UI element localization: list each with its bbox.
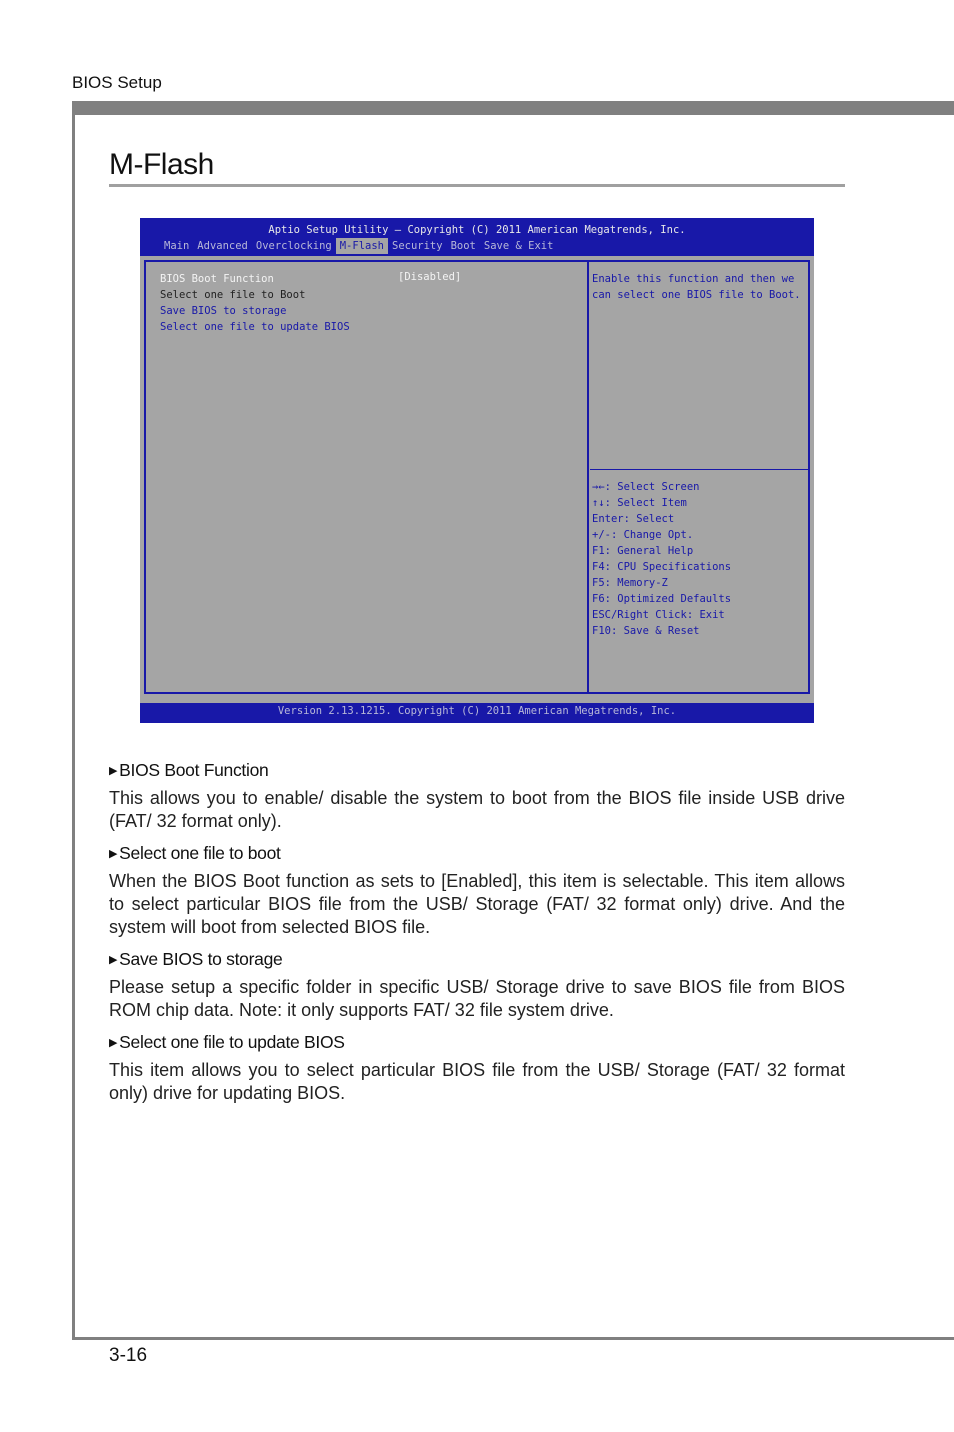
bios-key-f5: F5: Memory-Z [592, 577, 668, 589]
section-heading-text: Save BIOS to storage [119, 949, 283, 969]
bios-tab-save-exit[interactable]: Save & Exit [483, 240, 554, 252]
bios-tab-main[interactable]: Main [164, 240, 190, 252]
page-title: M-Flash [109, 148, 214, 181]
bios-tab-overclocking[interactable]: Overclocking [255, 240, 332, 252]
section-bios-boot-function [109, 760, 845, 833]
section-heading [109, 843, 845, 864]
title-underline [109, 184, 845, 187]
bios-help-text: Enable this function and then we can select one BIOS file to Boot. [592, 273, 801, 301]
bios-key-f4: F4: CPU Specifications [592, 561, 732, 573]
section-heading-text: Select one file to boot [119, 843, 281, 863]
section-body: This allows you to enable/ disable the system to boot from the BIOS file inside USB drive (FAT/ 32 format only). [109, 788, 845, 831]
bios-tab-m-flash[interactable]: M-Flash [336, 238, 388, 254]
bios-item-save-bios[interactable]: Save BIOS to storage [160, 305, 287, 317]
header-bar [72, 101, 954, 115]
section-select-file-to-update [109, 1032, 845, 1105]
bios-tab-boot[interactable]: Boot [450, 240, 476, 252]
bios-screenshot [140, 218, 814, 723]
section-body: When the BIOS Boot function as sets to [Enabled], this item is selectable. This item allows to select particular BIOS file from the USB/ Storage (FAT/ 32 format only) drive. And the system will boot from selected BIOS file. [109, 871, 845, 937]
running-header: BIOS Setup [72, 73, 162, 92]
page-number: 3-16 [109, 1345, 148, 1366]
bios-keys-divider [590, 469, 808, 470]
section-body: This item allows you to select particular BIOS file from the USB/ Storage (FAT/ 32 format only) drive for updating BIOS. [109, 1060, 845, 1103]
section-heading [109, 760, 845, 781]
bios-key-legend [592, 479, 731, 639]
bios-key-change-opt: +/-: Change Opt. [592, 529, 694, 541]
section-heading-text: Select one file to update BIOS [119, 1032, 345, 1052]
triangle-bullet-icon: ▶ [109, 954, 118, 966]
bios-key-f1: F1: General Help [592, 545, 694, 557]
bios-help-divider [587, 260, 589, 694]
bios-key-enter: Enter: Select [592, 513, 675, 525]
section-body: Please setup a specific folder in specific USB/ Storage drive to save BIOS file from BIOS ROM chip data. Note: it only supports FAT/ 32 file system drive. [109, 977, 845, 1020]
left-margin-rule [72, 101, 75, 1340]
bios-item-boot-function[interactable]: BIOS Boot Function [160, 273, 274, 285]
bios-version-text: Version 2.13.1215. Copyright (C) 2011 American Megatrends, Inc. [277, 705, 677, 717]
bios-item-update-bios[interactable]: Select one file to update BIOS [160, 321, 350, 333]
section-select-file-to-boot [109, 843, 845, 939]
bios-tab-bar [160, 238, 557, 254]
bios-item-select-boot-file[interactable]: Select one file to Boot [160, 289, 306, 301]
triangle-bullet-icon: ▶ [109, 765, 118, 777]
triangle-bullet-icon: ▶ [109, 848, 118, 860]
bios-key-select-screen: →←: Select Screen [592, 481, 700, 493]
bios-tab-advanced[interactable]: Advanced [197, 240, 248, 252]
bios-key-select-item: ↑↓: Select Item [592, 497, 687, 509]
section-heading [109, 1032, 845, 1053]
bios-key-esc: ESC/Right Click: Exit [592, 609, 725, 621]
bios-utility-title: Aptio Setup Utility – Copyright (C) 2011 American Megatrends, Inc. [268, 224, 686, 236]
bios-key-f10: F10: Save & Reset [592, 625, 700, 637]
section-save-bios-to-storage [109, 949, 845, 1022]
footer-rule [72, 1337, 954, 1340]
triangle-bullet-icon: ▶ [109, 1037, 118, 1049]
bios-key-f6: F6: Optimized Defaults [592, 593, 732, 605]
section-heading [109, 949, 845, 970]
section-heading-text: BIOS Boot Function [119, 760, 269, 780]
bios-tab-security[interactable]: Security [392, 240, 443, 252]
bios-boot-function-value[interactable]: [Disabled] [398, 271, 462, 283]
